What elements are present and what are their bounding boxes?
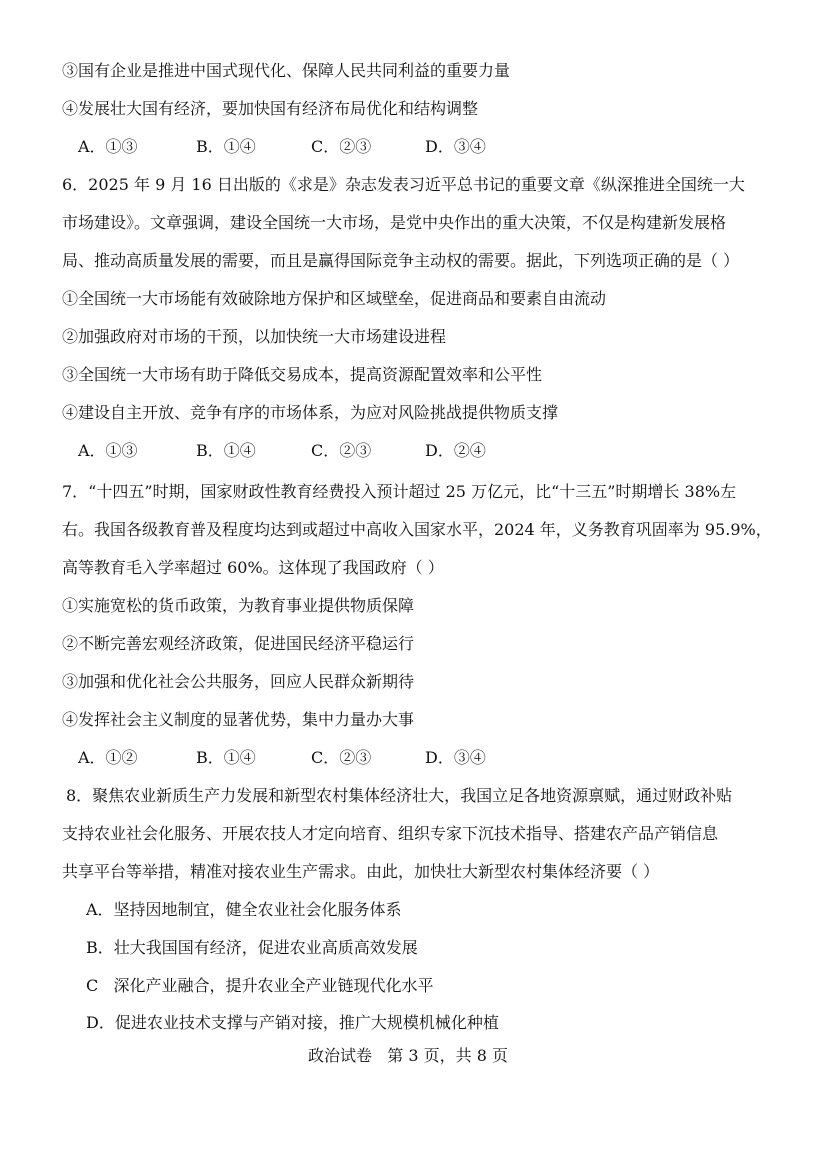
q8-stem-line: 8．聚焦农业新质生产力发展和新型农村集体经济壮大，我国立足各地资源禀赋，通过财政补贴 <box>66 786 733 805</box>
q6-item-3: ③全国统一大市场有助于降低交易成本，提高资源配置效率和公平性 <box>62 365 543 384</box>
q5-option-a: A．①③ <box>78 137 138 156</box>
q7-option-a: A．①② <box>78 748 138 767</box>
q7-item-2: ②不断完善宏观经济政策，促进国民经济平稳运行 <box>62 634 415 653</box>
q8-choice-b: B．壮大我国国有经济，促进农业高质高效发展 <box>86 938 418 957</box>
q6-item-1: ①全国统一大市场能有效破除地方保护和区域壁垒，促进商品和要素自由流动 <box>62 289 607 308</box>
q7-item-1: ①实施宽松的货币政策，为教育事业提供物质保障 <box>62 596 415 615</box>
q8-choice-c: C 深化产业融合，提升农业全产业链现代化水平 <box>86 976 434 995</box>
page-footer: 政治试卷 第 3 页，共 8 页 <box>308 1046 508 1065</box>
q5-option-b: B．①④ <box>196 137 256 156</box>
q7-stem-line: 7．“十四五”时期，国家财政性教育经费投入预计超过 25 万亿元，比“十三五”时期增长 38%左 <box>62 482 737 501</box>
q5-option-d: D．③④ <box>425 137 486 156</box>
q8-stem-line: 共享平台等举措，精准对接农业生产需求。由此，加快壮大新型农村集体经济要（ ） <box>62 862 660 881</box>
q6-stem-line: 市场建设》。文章强调，建设全国统一大市场，是党中央作出的重大决策，不仅是构建新发展格 <box>62 213 727 232</box>
q8-choice-d: D．促进农业技术支撑与产销对接，推广大规模机械化种植 <box>86 1013 499 1032</box>
q6-option-d: D．②④ <box>425 441 486 460</box>
q6-option-a: A．①③ <box>78 441 138 460</box>
q6-item-2: ②加强政府对市场的干预，以加快统一大市场建设进程 <box>62 327 447 346</box>
q7-stem-line: 高等教育毛入学率超过 60%。这体现了我国政府（ ） <box>62 558 444 577</box>
q7-option-d: D．③④ <box>425 748 486 767</box>
q6-stem-line: 局、推动高质量发展的需要，而且是赢得国际竞争主动权的需要。据此，下列选项正确的是（ ） <box>62 251 740 270</box>
q5-item-4: ④发展壮大国有经济，要加快国有经济布局优化和结构调整 <box>62 99 479 118</box>
q8-stem-line: 支持农业社会化服务、开展农技人才定向培育、组织专家下沉技术指导、搭建农产品产销信息 <box>62 824 719 843</box>
q6-option-c: C．②③ <box>311 441 372 460</box>
q5-item-3: ③国有企业是推进中国式现代化、保障人民共同利益的重要力量 <box>62 61 511 80</box>
q6-item-4: ④建设自主开放、竞争有序的市场体系，为应对风险挑战提供物质支撑 <box>62 403 559 422</box>
q8-choice-a: A．坚持因地制宜，健全农业社会化服务体系 <box>86 900 402 919</box>
q7-item-4: ④发挥社会主义制度的显著优势，集中力量办大事 <box>62 710 415 729</box>
q7-item-3: ③加强和优化社会公共服务，回应人民群众新期待 <box>62 672 415 691</box>
q6-stem-line: 6．2025 年 9 月 16 日出版的《求是》杂志发表习近平总书记的重要文章《纵深推进全国统一大 <box>62 175 745 194</box>
q7-stem-line: 右。我国各级教育普及程度均达到或超过中高收入国家水平，2024 年，义务教育巩固率为 95.9%， <box>62 520 772 539</box>
q5-option-c: C．②③ <box>311 137 372 156</box>
q7-option-b: B．①④ <box>196 748 256 767</box>
q7-option-c: C．②③ <box>311 748 372 767</box>
q6-option-b: B．①④ <box>196 441 256 460</box>
